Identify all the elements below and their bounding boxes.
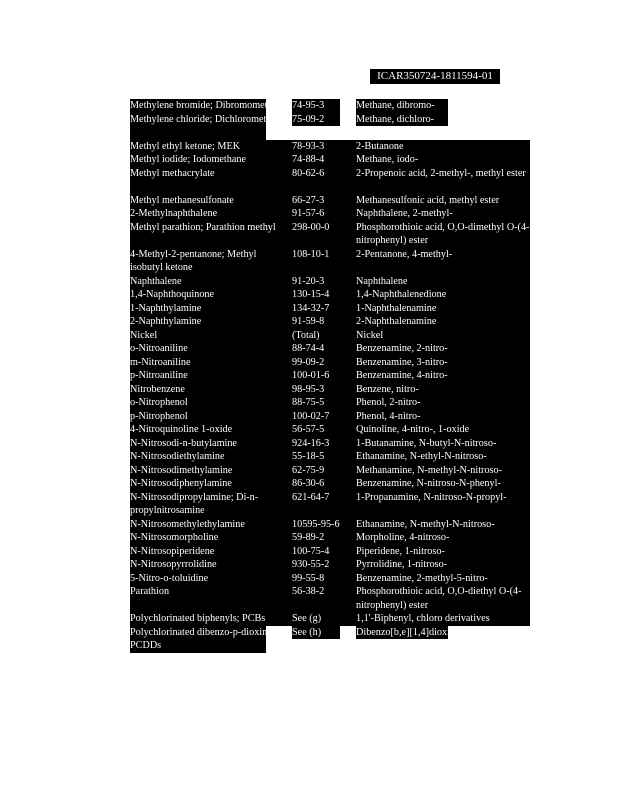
- cas-number-cell: 10595-95-6: [292, 518, 340, 530]
- cas-number-cell: 74-95-3: [292, 100, 325, 111]
- synonym-cell: Piperidene, 1-nitroso-: [356, 545, 445, 557]
- cas-number-cell: 88-74-4: [292, 343, 325, 354]
- cas-number-cell: 924-16-3: [292, 437, 330, 449]
- chemical-name-cell: Polychlorinated biphenyls; PCBs: [130, 613, 266, 624]
- cas-number-cell: See (g): [292, 613, 322, 624]
- table-row: [130, 396, 530, 410]
- table-row: [130, 207, 530, 221]
- table-row: [130, 450, 530, 464]
- synonym-cell: 1,4-Naphthalenedione: [356, 289, 447, 300]
- chemical-name-cell: Nickel: [130, 329, 158, 341]
- synonym-cell: 1,1'-Biphenyl, chloro derivatives: [356, 613, 490, 624]
- synonym-cell: Dibenzo[b,e][1,4]dioxin, chloro derivatives: [356, 626, 487, 651]
- table-row: [130, 612, 530, 626]
- synonym-cell: Morpholine, 4-nitroso-: [356, 532, 450, 543]
- table-row: [130, 477, 530, 491]
- table-row: [130, 221, 530, 248]
- table-row: [130, 423, 530, 437]
- synonym-cell: Methanamine, N-methyl-N-nitroso-: [356, 464, 502, 476]
- synonym-cell: Methane, dibromo-: [356, 100, 435, 111]
- table-row: [130, 288, 530, 302]
- synonym-cell: Pyrrolidine, 1-nitroso-: [356, 559, 448, 570]
- cas-number-cell: 56-38-2: [292, 586, 325, 597]
- synonym-cell: Benzenamine, 4-nitro-: [356, 370, 448, 381]
- cas-number-cell: 91-20-3: [292, 275, 325, 287]
- chemical-name-cell: Methyl parathion; Parathion methyl: [130, 221, 276, 233]
- synonym-cell: Benzenamine, 2-nitro-: [356, 343, 448, 354]
- cas-number-cell: 91-57-6: [292, 208, 325, 219]
- chemical-name-cell: N-Nitrosodimethylamine: [130, 464, 233, 476]
- cas-number-cell: 930-55-2: [292, 559, 330, 570]
- table-row: [130, 342, 530, 356]
- synonym-cell: Phenol, 4-nitro-: [356, 410, 421, 422]
- chemical-name-cell: 1-Naphthylamine: [130, 302, 202, 314]
- synonym-cell: Benzenamine, 3-nitro-: [356, 356, 448, 368]
- chemical-name-cell: 5-Nitro-o-toluidine: [130, 572, 209, 584]
- chemical-name-cell: o-Nitroaniline: [130, 343, 188, 354]
- synonym-cell: 2-Pentanone, 4-methyl-: [356, 248, 453, 260]
- chemical-name-cell: N-Nitrosopiperidene: [130, 545, 215, 557]
- cas-number-cell: 298-00-0: [292, 221, 330, 233]
- cas-number-cell: See (h): [292, 626, 322, 638]
- cas-number-cell: 98-95-3: [292, 383, 325, 395]
- cas-number-cell: 130-15-4: [292, 289, 330, 300]
- chemical-name-cell: Methyl ethyl ketone; MEK: [130, 140, 241, 152]
- table-row: [130, 626, 530, 653]
- cas-number-cell: 621-64-7: [292, 491, 330, 503]
- chemical-name-cell: N-Nitrosodipropylamine; Di-n-propylnitrosamine: [130, 491, 259, 516]
- table-row: [130, 410, 530, 424]
- chemical-name-cell: 4-Nitroquinoline 1-oxide: [130, 424, 233, 435]
- chemical-name-cell: p-Nitroaniline: [130, 370, 188, 381]
- synonym-cell: 1-Naphthalenamine: [356, 302, 437, 314]
- table-row: [130, 275, 530, 289]
- table-row: [130, 248, 530, 275]
- chemical-name-cell: N-Nitrosodi-n-butylamine: [130, 437, 237, 449]
- chemical-name-cell: 1,4-Naphthoquinone: [130, 289, 215, 300]
- table-row: [130, 518, 530, 532]
- cas-number-cell: 99-55-8: [292, 572, 325, 584]
- synonym-cell: Phenol, 2-nitro-: [356, 397, 421, 408]
- table-row: [130, 464, 530, 478]
- scan-speck: ': [70, 14, 72, 20]
- cas-number-cell: 108-10-1: [292, 248, 330, 260]
- chemical-name-cell: Methyl methacrylate: [130, 167, 215, 179]
- synonym-cell: Naphthalene, 2-methyl-: [356, 208, 453, 219]
- synonym-cell: 2-Butanone: [356, 140, 404, 152]
- synonym-cell: 2-Propenoic acid, 2-methyl-, methyl ester: [356, 167, 526, 179]
- chemical-name-cell: Nitrobenzene: [130, 383, 185, 395]
- chemical-name-cell: N-Nitrosodiphenylamine: [130, 478, 232, 489]
- synonym-cell: Benzenamine, N-nitroso-N-phenyl-: [356, 478, 501, 489]
- cas-number-cell: 86-30-6: [292, 478, 325, 489]
- chemical-name-cell: Polychlorinated dibenzo-p-dioxins; PCDDs: [130, 626, 275, 651]
- synonym-cell: Ethanamine, N-ethyl-N-nitroso-: [356, 451, 487, 462]
- chemical-name-cell: N-Nitrosodiethylamine: [130, 451, 225, 462]
- chemical-name-cell: Methyl iodide; Iodomethane: [130, 154, 246, 165]
- chemical-name-cell: p-Nitrophenol: [130, 410, 188, 422]
- cas-number-cell: (Total): [292, 329, 320, 341]
- table-row: [130, 383, 530, 397]
- cas-number-cell: 88-75-5: [292, 397, 325, 408]
- table-row: [130, 585, 530, 612]
- table-row: [130, 531, 530, 545]
- synonym-cell: Ethanamine, N-methyl-N-nitroso-: [356, 518, 495, 530]
- cas-number-cell: 55-18-5: [292, 451, 325, 462]
- synonym-cell: Nickel: [356, 329, 384, 341]
- scan-speck: ': [36, 14, 38, 20]
- synonym-cell: Quinoline, 4-nitro-, 1-oxide: [356, 424, 470, 435]
- synonym-cell: 1-Butanamine, N-butyl-N-nitroso-: [356, 437, 497, 449]
- table-row: [130, 558, 530, 572]
- constituents-table: [130, 99, 530, 653]
- cas-number-cell: 134-32-7: [292, 302, 330, 314]
- cas-number-cell: 74-88-4: [292, 154, 325, 165]
- table-row: [130, 194, 530, 208]
- cas-number-cell: 91-59-8: [292, 316, 325, 327]
- cas-number-cell: 56-57-5: [292, 424, 325, 435]
- table-row: [130, 153, 530, 167]
- table-row: [130, 572, 530, 586]
- table-row: [130, 491, 530, 518]
- chemical-name-cell: 2-Methylnaphthalene: [130, 208, 218, 219]
- table-row: [130, 167, 530, 194]
- synonym-cell: Naphthalene: [356, 275, 408, 287]
- synonym-cell: Benzenamine, 2-methyl-5-nitro-: [356, 572, 488, 584]
- chemical-name-cell: Methylene bromide; Dibromomethane: [130, 100, 287, 111]
- cas-number-cell: 75-09-2: [292, 113, 325, 125]
- chemical-name-cell: o-Nitrophenol: [130, 397, 188, 408]
- cas-number-cell: 100-02-7: [292, 410, 330, 422]
- chemical-name-cell: N-Nitrosopyrrolidine: [130, 559, 217, 570]
- chemical-name-cell: Methyl methanesulfonate: [130, 194, 234, 206]
- chemical-name-cell: 2-Naphthylamine: [130, 316, 202, 327]
- document-id: ICAR350724-1811594-01: [370, 69, 500, 84]
- table-row: [130, 356, 530, 370]
- chemical-name-cell: Naphthalene: [130, 275, 182, 287]
- cas-number-cell: 62-75-9: [292, 464, 325, 476]
- cas-number-cell: 80-62-6: [292, 167, 325, 179]
- cas-number-cell: 59-89-2: [292, 532, 325, 543]
- table-row: [130, 329, 530, 343]
- cas-number-cell: 100-75-4: [292, 545, 330, 557]
- chemical-name-cell: N-Nitrosomethylethylamine: [130, 518, 245, 530]
- chemical-name-cell: 4-Methyl-2-pentanone; Methyl isobutyl ketone: [130, 248, 257, 273]
- table-row: [130, 113, 530, 140]
- table-row: [130, 302, 530, 316]
- synonym-cell: Methanesulfonic acid, methyl ester: [356, 194, 500, 206]
- cas-number-cell: 66-27-3: [292, 194, 325, 206]
- chemical-name-cell: m-Nitroaniline: [130, 356, 191, 368]
- table-row: [130, 99, 530, 113]
- table-row: [130, 315, 530, 329]
- synonym-cell: Methane, iodo-: [356, 154, 419, 165]
- table-row: [130, 140, 530, 154]
- table-row: [130, 369, 530, 383]
- synonym-cell: 2-Naphthalenamine: [356, 316, 437, 327]
- cas-number-cell: 99-09-2: [292, 356, 325, 368]
- synonym-cell: Methane, dichloro-: [356, 113, 435, 125]
- table-row: [130, 545, 530, 559]
- synonym-cell: Phosphorothioic acid, O,O-dimethyl O-(4-nitrophenyl) ester: [356, 221, 530, 246]
- cas-number-cell: 78-93-3: [292, 140, 325, 152]
- chemical-name-cell: N-Nitrosomorpholine: [130, 532, 219, 543]
- chemical-name-cell: Methylene chloride; Dichloromethane: [130, 113, 286, 125]
- chemical-name-cell: Parathion: [130, 586, 170, 597]
- synonym-cell: Benzene, nitro-: [356, 383, 419, 395]
- synonym-cell: 1-Propanamine, N-nitroso-N-propyl-: [356, 491, 507, 503]
- table-row: [130, 437, 530, 451]
- cas-number-cell: 100-01-6: [292, 370, 330, 381]
- synonym-cell: Phosphorothioic acid, O,O-diethyl O-(4-nitrophenyl) ester: [356, 586, 522, 611]
